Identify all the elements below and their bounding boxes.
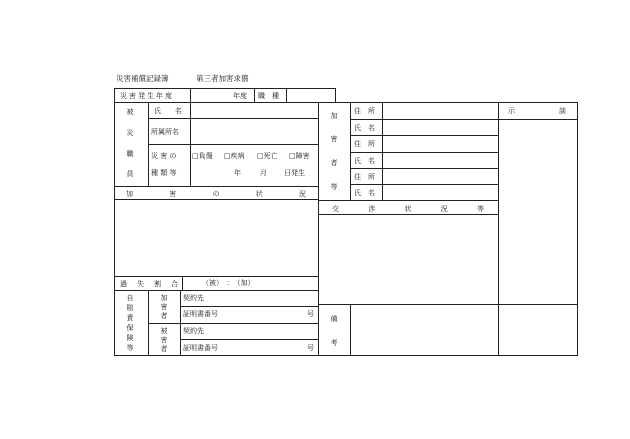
insurance-side-2: 賠 xyxy=(126,304,134,312)
victim-name-label: 氏 名 xyxy=(154,107,182,115)
right-form xyxy=(318,102,578,356)
incident-type-label-1: 災 害 の xyxy=(151,152,177,160)
remarks-label-2: 考 xyxy=(330,339,338,347)
checkbox-injury[interactable]: □負傷 xyxy=(192,152,213,160)
insurance-side-4: 保 xyxy=(126,324,134,332)
insurance-side-3: 責 xyxy=(126,314,134,322)
third-party-claim-title: 第三者加害求償 xyxy=(196,74,249,83)
victim-party-label-1: 被 xyxy=(160,327,168,335)
checkbox-death[interactable]: □死亡 xyxy=(257,152,278,160)
fault-ratio-value: （被） ： （加） xyxy=(202,279,255,287)
victim-party-label-3: 者 xyxy=(160,345,168,353)
left-form xyxy=(114,88,319,356)
perp-side-2: 害 xyxy=(330,135,338,143)
perpetrator-label-1: 加 xyxy=(160,294,168,302)
perp-cert-suffix: 号 xyxy=(307,310,314,318)
insurance-side-5: 険 xyxy=(126,334,134,342)
record-book-title: 災害補償記録簿 xyxy=(116,74,169,83)
perp-address-1: 住 所 xyxy=(354,107,375,115)
perp-name-3: 氏 名 xyxy=(354,189,375,197)
negotiation-status-header: 交 渉 状 況 等 xyxy=(332,205,484,213)
incident-type-label-2: 種 類 等 xyxy=(151,169,177,177)
victim-cert-label: 証明書番号 xyxy=(183,344,218,352)
damage-situation-header: 加 害 の 状 況 xyxy=(126,190,306,198)
victim-side-1: 被 xyxy=(126,108,134,116)
victim-side-2: 災 xyxy=(126,129,134,137)
perpetrator-label-3: 者 xyxy=(160,312,168,320)
perp-side-3: 者 xyxy=(330,159,338,167)
victim-contract-label: 契約先 xyxy=(183,327,204,335)
date-month: 月 xyxy=(260,169,267,177)
victim-party-label-2: 害 xyxy=(160,336,168,344)
incident-year-label: 災害発生年度 xyxy=(120,92,174,100)
perp-address-3: 住 所 xyxy=(354,173,375,181)
job-type-label: 職 種 xyxy=(258,92,279,100)
fiscal-year-suffix: 年度 xyxy=(233,92,247,100)
insurance-side-1: 自 xyxy=(126,294,134,302)
fault-ratio-label: 過 失 割 合 xyxy=(120,280,178,288)
checkbox-disability[interactable]: □障害 xyxy=(289,152,310,160)
perp-name-2: 氏 名 xyxy=(354,157,375,165)
perpetrator-label-2: 害 xyxy=(160,303,168,311)
perp-side-1: 加 xyxy=(330,112,338,120)
date-day-occurred: 日発生 xyxy=(284,169,305,177)
victim-cert-suffix: 号 xyxy=(307,344,314,352)
victim-side-4: 員 xyxy=(126,170,134,178)
department-label: 所属所名 xyxy=(151,128,179,136)
settlement-label-2: 談 xyxy=(559,107,566,115)
checkbox-illness[interactable]: □疾病 xyxy=(224,152,245,160)
settlement-label-1: 示 xyxy=(508,107,515,115)
perp-name-1: 氏 名 xyxy=(354,124,375,132)
perp-side-4: 等 xyxy=(330,183,338,191)
perp-address-2: 住 所 xyxy=(354,140,375,148)
insurance-side-6: 等 xyxy=(126,344,134,352)
remarks-label-1: 備 xyxy=(330,315,338,323)
perp-contract-label: 契約先 xyxy=(183,294,204,302)
date-year: 年 xyxy=(234,169,241,177)
victim-side-3: 職 xyxy=(126,150,134,158)
perp-cert-label: 証明書番号 xyxy=(183,310,218,318)
